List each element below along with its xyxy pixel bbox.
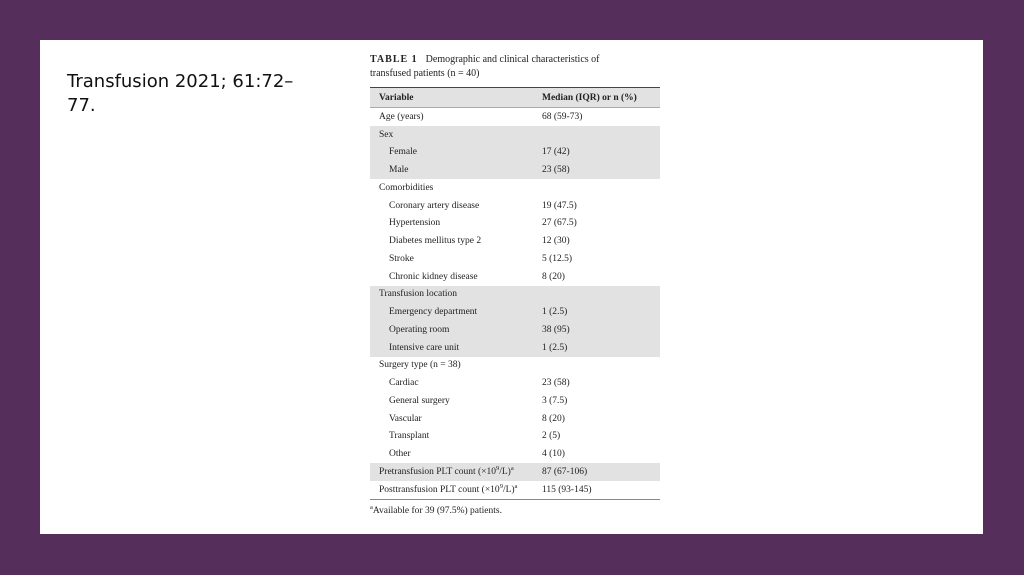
table-figure xyxy=(370,53,660,516)
table-row xyxy=(370,410,660,428)
row-value: 19 (47.5) xyxy=(542,200,577,211)
row-label: Other xyxy=(389,449,411,460)
header-value: Median (IQR) or n (%) xyxy=(542,92,637,103)
row-value: 1 (2.5) xyxy=(542,342,568,353)
row-label: Transplant xyxy=(389,431,430,442)
row-label: Sex xyxy=(379,129,394,140)
table-row xyxy=(370,197,660,215)
table-row xyxy=(370,357,660,375)
row-label: Stroke xyxy=(389,253,414,264)
table-row xyxy=(370,481,660,499)
table-title-line2: transfused patients (n = 40) xyxy=(370,68,480,79)
row-value xyxy=(542,357,660,375)
table-row xyxy=(370,374,660,392)
table-row xyxy=(370,286,660,304)
slide xyxy=(40,40,983,534)
table-row xyxy=(370,445,660,463)
label-text: Pretransfusion PLT count (×10 xyxy=(379,466,496,477)
table-row xyxy=(370,321,660,339)
footnote-mark: a xyxy=(514,482,518,490)
citation-text: Transfusion 2021; 61:72–77. xyxy=(67,71,294,116)
label-unit: /L) xyxy=(499,466,511,477)
footnote-mark: a xyxy=(370,503,373,511)
table-caption xyxy=(370,53,660,81)
row-value: 12 (30) xyxy=(542,236,570,247)
table-row xyxy=(370,161,660,179)
table-row xyxy=(370,250,660,268)
row-value: 87 (67-106) xyxy=(542,466,588,477)
table-row xyxy=(370,179,660,197)
table-row xyxy=(370,108,660,126)
table-footnote xyxy=(370,503,660,516)
table-row xyxy=(370,215,660,233)
row-label xyxy=(370,481,542,499)
table-row xyxy=(370,144,660,162)
row-value: 23 (58) xyxy=(542,165,570,176)
exponent: 9 xyxy=(499,482,503,490)
table-row xyxy=(370,303,660,321)
row-label: Cardiac xyxy=(389,378,419,389)
label-text: Posttransfusion PLT count (×10 xyxy=(379,484,500,495)
row-value: 8 (20) xyxy=(542,271,565,282)
table-number: TABLE 1 xyxy=(370,54,418,65)
table-row xyxy=(370,339,660,357)
footnote-mark: a xyxy=(510,464,514,472)
characteristics-table xyxy=(370,87,660,500)
row-value: 3 (7.5) xyxy=(542,395,568,406)
row-label: General surgery xyxy=(389,395,450,406)
row-label: Diabetes mellitus type 2 xyxy=(389,236,482,247)
row-label: Transfusion location xyxy=(379,289,458,300)
row-label: Operating room xyxy=(389,324,450,335)
table-row xyxy=(370,232,660,250)
row-label: Chronic kidney disease xyxy=(389,271,478,282)
row-value: 8 (20) xyxy=(542,413,565,424)
row-value xyxy=(542,286,660,304)
row-label: Female xyxy=(389,147,417,158)
row-value: 1 (2.5) xyxy=(542,307,568,318)
table-row xyxy=(370,463,660,481)
row-value: 38 (95) xyxy=(542,324,570,335)
table-row xyxy=(370,126,660,144)
row-value: 2 (5) xyxy=(542,431,561,442)
label-unit: /L) xyxy=(502,484,515,495)
row-label: Hypertension xyxy=(389,218,441,229)
row-value: 68 (59-73) xyxy=(542,111,583,122)
row-value: 23 (58) xyxy=(542,378,570,389)
header-variable: Variable xyxy=(379,92,414,103)
row-label: Male xyxy=(389,165,409,176)
table-header-row xyxy=(370,88,660,108)
row-value: 5 (12.5) xyxy=(542,253,573,264)
row-value: 27 (67.5) xyxy=(542,218,577,229)
row-label: Coronary artery disease xyxy=(389,200,480,211)
row-label: Comorbidities xyxy=(379,182,434,193)
table-row xyxy=(370,392,660,410)
row-label: Surgery type (n = 38) xyxy=(379,360,461,371)
table-title-line1: Demographic and clinical characteristics of xyxy=(425,54,600,65)
row-label: Intensive care unit xyxy=(389,342,460,353)
footnote-text: Available for 39 (97.5%) patients. xyxy=(372,505,502,516)
row-value xyxy=(542,179,660,197)
row-value xyxy=(542,126,660,144)
row-label: Age (years) xyxy=(379,111,424,122)
row-label: Vascular xyxy=(389,413,422,424)
row-value: 115 (93-145) xyxy=(542,484,592,495)
table-row xyxy=(370,268,660,286)
row-value: 4 (10) xyxy=(542,449,565,460)
row-value: 17 (42) xyxy=(542,147,570,158)
row-label: Emergency department xyxy=(389,307,478,318)
exponent: 9 xyxy=(495,464,500,472)
row-label xyxy=(370,463,542,481)
table-row xyxy=(370,428,660,446)
